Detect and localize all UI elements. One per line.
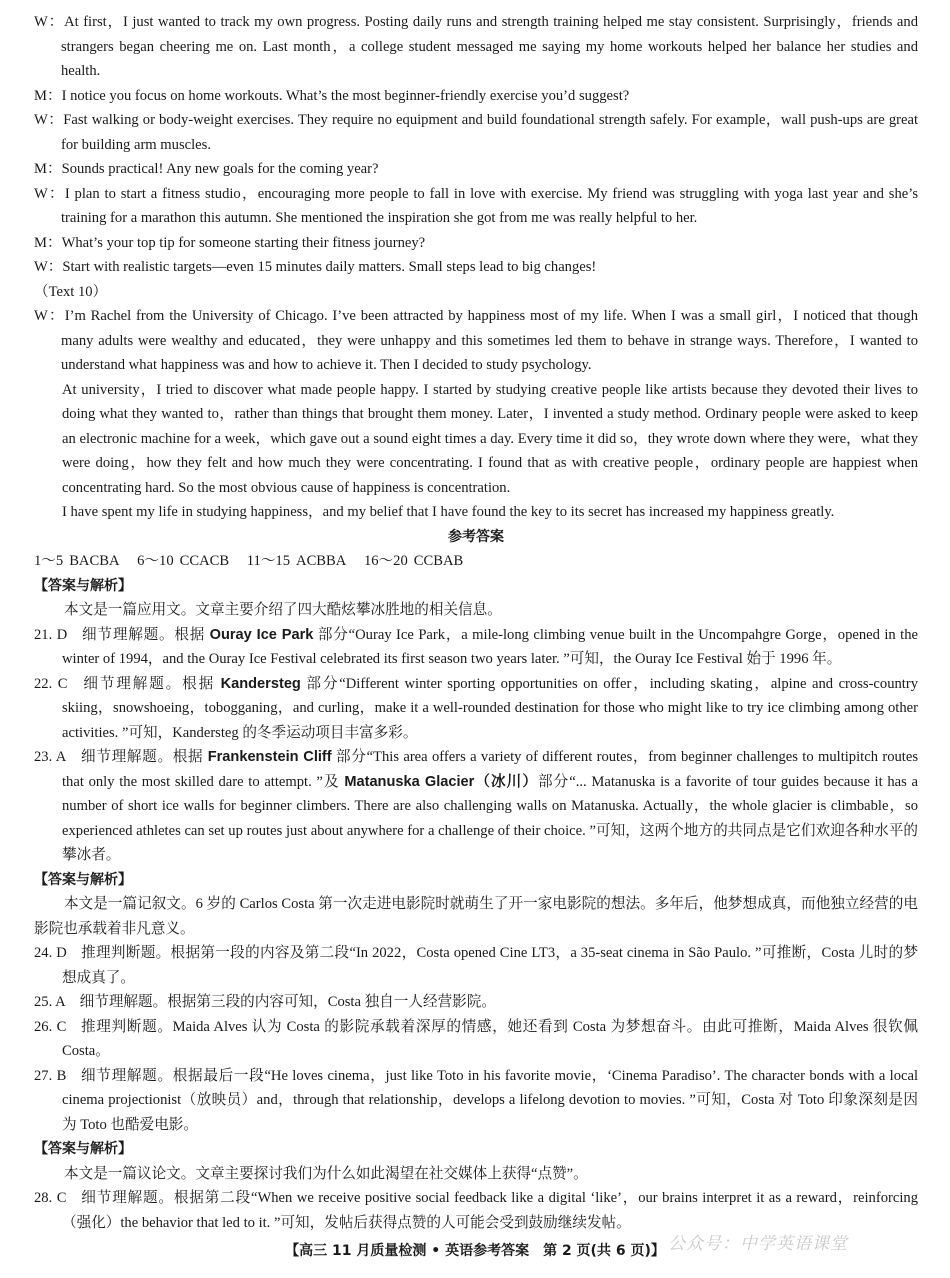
section-intro: 本文是一篇应用文。文章主要介绍了四大酷炫攀冰胜地的相关信息。 <box>64 602 502 618</box>
monologue-para: I have spent my life in studying happiness，and my belief that I have found the key to its secret has increased my happiness greatly. <box>62 504 835 520</box>
text10-label: （Text 10） <box>34 283 108 300</box>
watermark: 公众号：中学英语课堂 <box>668 1234 848 1254</box>
explanation-item: 25. A 细节理解题。根据第三段的内容可知，Costa 独自一人经营影院。 <box>34 994 496 1010</box>
explanation-item: 26. C 推理判断题。Maida Alves 认为 Costa 的影院承载着深厚的情感，她还看到 Costa 为梦想奋斗。由此可推断，Maida Alves 很钦佩 Costa。 <box>34 1018 919 1059</box>
answers-heading: 参考答案 <box>448 528 504 545</box>
dialogue-line: W：At first，I just wanted to track my own progress. Posting daily runs and strength training helped me stay consistent. Surprisingly，friends and strangers began cheering me on. Last month，a college student messaged me saying my home workouts helped her balance her studies and health. <box>34 14 919 79</box>
dialogue-line: M：Sounds practical! Any new goals for the coming year? <box>34 161 379 177</box>
explanation-item: 21. D 细节理解题。根据 Ouray Ice Park 部分“Ouray Ice Park，a mile-long climbing venue built in the Uncompahgre Gorge，opened in the winter of 1994，and the Ouray Ice Festival celebrated its first season two years later. ”可知，the Ouray Ice Festival 始于 1996 年。 <box>34 626 918 667</box>
explanation-item: 28. C 细节理解题。根据第二段“When we receive positive social feedback like a digital ‘like’，our brains interpret it as a reward，reinforcing（强化）the behavior that led to it. ”可知，发帖后获得点赞的人可能会受到鼓励继续发帖。 <box>34 1190 918 1231</box>
section-label: 【答案与解析】 <box>34 871 132 888</box>
monologue-para: At university，I tried to discover what made people happy. I started by studying creative people like artists because they devoted their lives to doing what they wanted to，rather than things that brought them money. Later，I invented a study method. Ordinary people were asked to keep an electronic machine for a week，which gave out a sound eight times a day. Every time it did so，they wrote down where they were，what they were doing，how they felt and how much they were concentrating. I found that as with creative people，ordinary people are happiest when concentrating hard. So the most obvious cause of happiness is concentration. <box>62 381 918 496</box>
page-footer: 【高三 11 月质量检测 • 英语参考答案 第 2 页(共 6 页)】 <box>285 1243 665 1259</box>
answer-sheet-page <box>34 10 918 1235</box>
dialogue-line: W：Fast walking or body-weight exercises. They require no equipment and build foundational strength safely. For example，wall push-ups are great for building arm muscles. <box>34 112 918 153</box>
section-intro: 本文是一篇记叙文。6 岁的 Carlos Costa 第一次走进电影院时就萌生了开一家电影院的想法。多年后，他梦想成真，而他独立经营的电影院也承载着非凡意义。 <box>34 896 918 937</box>
dialogue-line: M：I notice you focus on home workouts. What’s the most beginner-friendly exercise you’d suggest? <box>34 87 630 104</box>
monologue-para: W：I’m Rachel from the University of Chicago. I’ve been attracted by happiness most of my life. When I was a small girl，I noticed that though many adults were wealthy and educated，they were unhappy and this sometimes led them to behave in strange ways. Therefore，I wanted to understand what happiness was and how to achieve it. Then I decided to study psychology. <box>34 308 918 373</box>
section-label: 【答案与解析】 <box>34 577 132 594</box>
section-intro: 本文是一篇议论文。文章主要探讨我们为什么如此渴望在社交媒体上获得“点赞”。 <box>64 1165 588 1182</box>
explanation-item: 23. A 细节理解题。根据 Frankenstein Cliff 部分“This area offers a variety of different routes，from beginner challenges to multipitch routes that only the most skilled dare to attempt. ”及 Matanuska Glacier（冰川）部分“... Matanuska is a favorite of tour guides because it has a number of short ice walls for beginner climbers. There are also challenging walls on Matanuska. Actually，the whole glacier is climbable，so experienced athletes can set up routes just about anywhere for a challenge of their choice. ”可知，这两个地方的共同点是它们欢迎各种水平的攀冰者。 <box>34 749 918 863</box>
dialogue-line: W：I plan to start a fitness studio，encouraging more people to fall in love with exercise. My friend was struggling with yoga last year and she’s training for a marathon this autumn. She mentioned the inspiration she got from me was really helpful to her. <box>34 185 918 226</box>
explanation-item: 27. B 细节理解题。根据最后一段“He loves cinema，just like Toto in his favorite movie，‘Cinema Paradiso’. The character bonds with a local cinema projectionist（放映员）and，through that relationship，develops a lifelong devotion to movies. ”可知，Costa 对 Toto 印象深刻是因为 Toto 也酷爱电影。 <box>34 1067 919 1133</box>
explanation-item: 24. D 推理判断题。根据第一段的内容及第二段“In 2022，Costa opened Cine LT3，a 35-seat cinema in São Paulo. ”可推断，Costa 儿时的梦想成真了。 <box>34 945 918 986</box>
dialogue-line: M：What’s your top tip for someone starting their fitness journey? <box>34 234 426 251</box>
answer-key: 1～5 BACBA 6～10 CCACB 11～15 ACBBA 16～20 CCBAB <box>34 553 464 569</box>
section-label: 【答案与解析】 <box>34 1141 132 1157</box>
explanation-item: 22. C 细节理解题。根据 Kandersteg 部分“Different winter sporting opportunities on offer，including skating，alpine and cross-country skiing，snowshoeing，tobogganing，and curling，make it a well-rounded destination for those who might like to try ice climbing among other activities. ”可知，Kandersteg 的冬季运动项目丰富多彩。 <box>34 675 919 741</box>
dialogue-line: W：Start with realistic targets—even 15 minutes daily matters. Small steps lead to big changes! <box>34 259 597 275</box>
